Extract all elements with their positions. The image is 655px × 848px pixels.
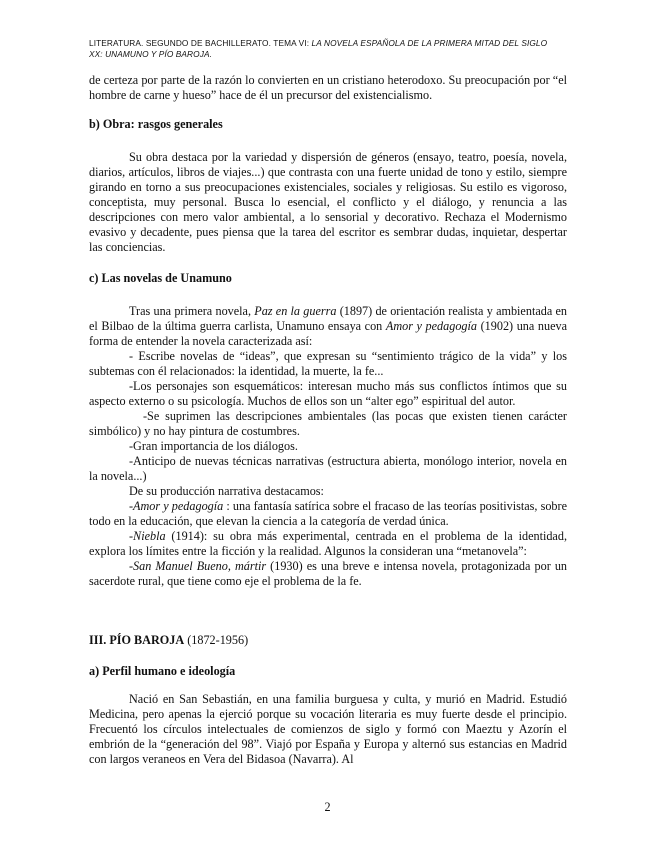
novelas-intro-paragraph <box>89 304 567 349</box>
title-amor-y-pedagogia: Amor y pedagogía <box>385 319 478 333</box>
feature-item-ideas: - Escribe novelas de “ideas”, que expresan su “sentimiento trágico de la vida” y los subtemas con él relacionados: la identidad, la muerte, la fe... <box>89 349 567 378</box>
header-title-line2: XX: UNAMUNO Y PÍO BAROJA. <box>89 49 212 59</box>
running-header <box>89 38 567 60</box>
body-text <box>89 73 567 767</box>
header-title-line1: LA NOVELA ESPAÑOLA DE LA PRIMERA MITAD DEL SIGLO <box>311 38 548 48</box>
work-san-manuel <box>89 559 567 589</box>
heading-pio-baroja <box>89 633 567 648</box>
work-amor-y-pedagogia <box>89 499 567 529</box>
heading-perfil: a) Perfil humano e ideología <box>89 664 236 678</box>
work3-text: (1930) es una breve e intensa novela, protagonizada por un sacerdote rural, que tiene como eje el problema de la fe. <box>89 559 568 588</box>
perfil-paragraph: Nació en San Sebastián, en una familia burguesa y culta, y murió en Madrid. Estudió Medicina, pero apenas la ejerció porque su vocación literaria es muy fuerte desde el principio. Frecuentó los círculos intelectuales de comienzos de siglo y formó con Maeztu y Azorín el embrión de la “generación del 98”. Viajó por España y Europa y alternó sus estancias en Madrid con largos veraneos en Vera del Bidasoa (Navarra). Al <box>89 692 567 766</box>
intro-paragraph: de certeza por parte de la razón lo convierten en un cristiano heterodoxo. Su preocupación por “el hombre de carne y hueso” hace de él un precursor del existencialismo. <box>89 73 567 102</box>
feature-item-personajes: -Los personajes son esquemáticos: interesan mucho más sus conflictos íntimos que su aspecto externo o su psicología. Muchos de ellos son un “alter ego” espiritual del autor. <box>89 379 567 408</box>
feature-item-descripciones: -Se suprimen las descripciones ambientales (las pocas que existen tienen carácter simbólico) y no hay pintura de costumbres. <box>89 409 567 438</box>
obra-paragraph: Su obra destaca por la variedad y dispersión de géneros (ensayo, teatro, poesía, novela, diarios, artículos, libros de viajes...) que contrasta con una fuerte unidad de tono y estilo, siempre girando en torno a sus preocupaciones existenciales, sociales y religiosas. Su estilo es vigoroso, conceptista, muy personal. Busca lo esencial, el conflicto y el diálogo, y renuncia a las descripciones con mero valor ambiental, a lo sensorial y decorativo. Rechaza el Modernismo evasivo y decadente, pues piensa que la tarea del escritor es sembrar dudas, inquietar, despertar las conciencias. <box>89 150 567 254</box>
novelas-intro-text-b: (1897) de orientación realista y ambientada en el Bilbao de la última guerra carlista, Unamuno ensaya con <box>89 304 567 333</box>
work2-title: -Niebla <box>129 529 166 543</box>
work1-text: : una fantasía satírica sobre el fracaso de las teorías positivistas, sobre todo en la educación, que elevan la ciencia a la categoría de verdad única. <box>89 499 567 528</box>
production-intro: De su producción narrativa destacamos: <box>129 484 324 498</box>
heading-obra: b) Obra: rasgos generales <box>89 117 223 131</box>
novelas-intro-text-c: (1902) una nueva forma de entender la novela caracterizada así: <box>89 319 567 348</box>
work2-text: (1914): su obra más experimental, centrada en el problema de la identidad, explora los límites entre la ficción y la realidad. Algunos la consideran una “metanovela”: <box>89 529 567 558</box>
header-prefix: LITERATURA. SEGUNDO DE BACHILLERATO. TEMA VI: <box>89 38 312 48</box>
heading-pio-baroja-name: III. PÍO BAROJA <box>89 633 185 647</box>
page-number: 2 <box>324 800 331 814</box>
feature-item-dialogos: -Gran importancia de los diálogos. <box>129 439 298 453</box>
work1-title: -Amor y pedagogía <box>129 499 224 513</box>
work-niebla <box>89 529 567 559</box>
title-paz-en-la-guerra: Paz en la guerra <box>254 304 337 318</box>
feature-item-tecnicas: -Anticipo de nuevas técnicas narrativas (estructura abierta, monólogo interior, novela en la novela...) <box>89 454 567 483</box>
heading-pio-baroja-dates: (1872-1956) <box>184 633 249 647</box>
novelas-intro-text-a: Tras una primera novela, <box>129 304 255 318</box>
heading-novelas: c) Las novelas de Unamuno <box>89 271 232 285</box>
work3-title: -San Manuel Bueno, mártir <box>129 559 267 573</box>
